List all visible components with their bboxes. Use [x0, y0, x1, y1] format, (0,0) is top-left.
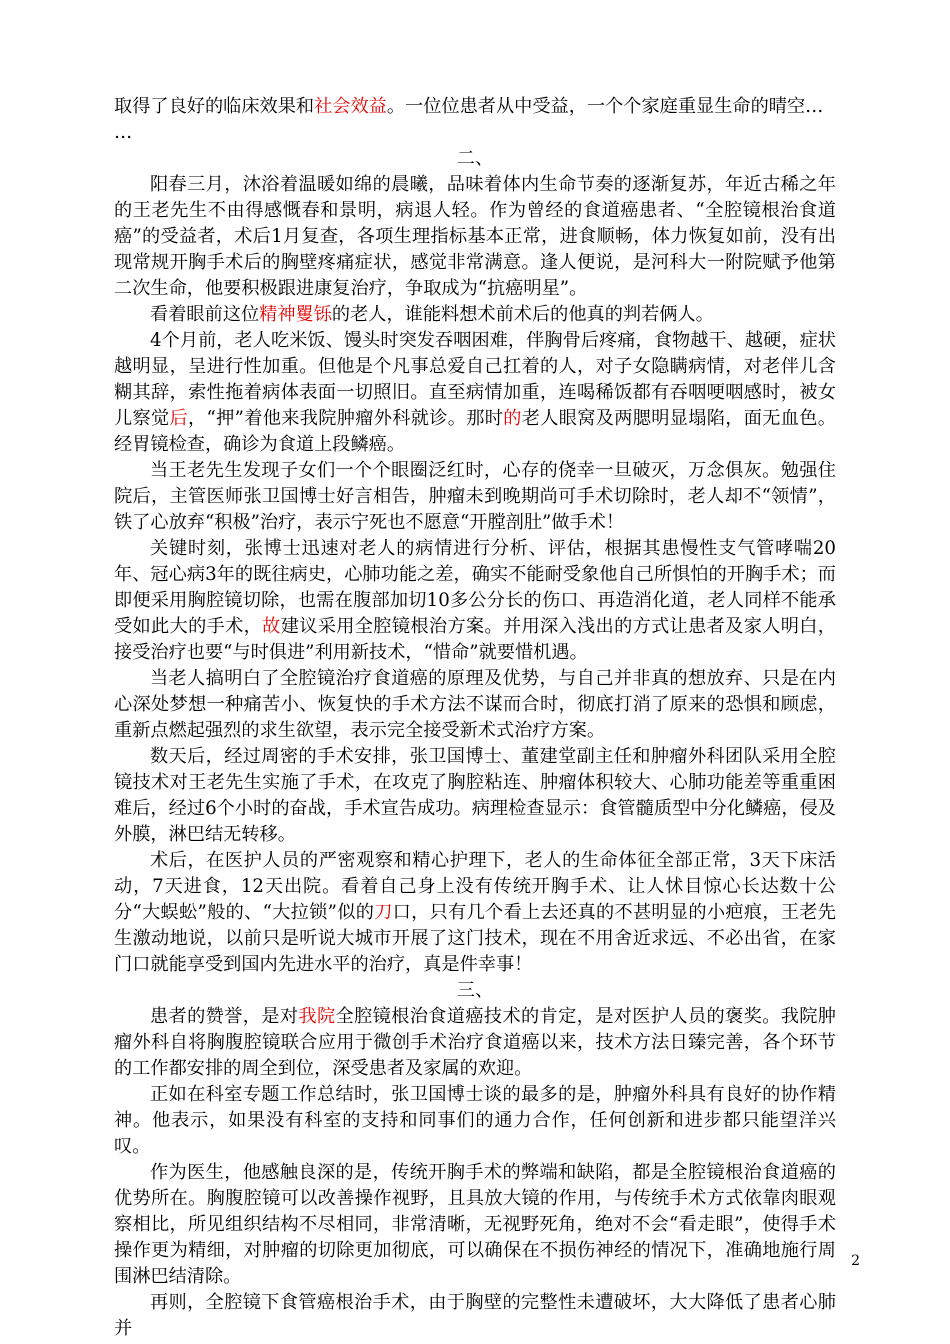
- paragraph: 关键时刻，张博士迅速对老人的病情进行分析、评估，根据其患慢性支气管哮喘20年、冠心病3年的既往病史，心肺功能之差，确实不能耐受象他自己所惧怕的开胸手术；而即便采用胸腔镜切除，也需在腹部加切10多公分长的伤口、再造消化道，老人同样不能承受如此大的手术，故建议采用全腔镜根治方案。并用深入浅出的方式让患者及家人明白，接受治疗也要“与时俱进”利用新技术，“惜命”就要惜机遇。: [114, 538, 836, 663]
- section-heading-3: 三、: [456, 980, 494, 1001]
- paragraph: 数天后，经过周密的手术安排，张卫国博士、董建堂副主任和肿瘤外科团队采用全腔镜技术对王老先生实施了手术，在攻克了胸腔粘连、肿瘤体积较大、心肺功能差等重重困难后，经过6个小时的奋战，手术宣告成功。病理检查显示：食管髓质型中分化鳞癌，侵及外膜，淋巴结无转移。: [114, 746, 836, 845]
- paragraph: 术后，在医护人员的严密观察和精心护理下，老人的生命体征全部正常，3天下床活动，7天进食，12天出院。看着自己身上没有传统开胸手术、让人怵目惊心长达数十公分“大蜈蚣”般的、“大拉锁”似的刀口，只有几个看上去还真的不甚明显的小疤痕，王老先生激动地说，以前只是听说大城市开展了这门技术，现在不用舍近求远、不必出省，在家门口就能享受到国内先进水平的治疗，真是件幸事！: [114, 850, 836, 975]
- section-heading-2: 二、: [456, 148, 494, 169]
- paragraph: 当王老先生发现子女们一个个眼圈泛红时，心存的侥幸一旦破灭，万念俱灰。勉强住院后，主管医师张卫国博士好言相告，肿瘤未到晚期尚可手术切除时，老人却不“领情”，铁了心放弃“积极”治疗，表示宁死也不愿意“开膛剖肚”做手术！: [114, 460, 836, 533]
- paragraph: 作为医生，他感触良深的是，传统开胸手术的弊端和缺陷，都是全腔镜根治食道癌的优势所在。胸腹腔镜可以改善操作视野，且具放大镜的作用，与传统手术方式依靠肉眼观察相比，所见组织结构不尽相同，非常清晰，无视野死角，绝对不会“看走眼”，使得手术操作更为精细，对肿瘤的切除更加彻底，可以确保在不损伤神经的情况下，准确地施行周围淋巴结清除。: [114, 1162, 836, 1287]
- paragraph: 4个月前，老人吃米饭、馒头时突发吞咽困难，伴胸骨后疼痛，食物越干、越硬，症状越明显，呈进行性加重。但他是个凡事总爱自己扛着的人，对子女隐瞒病情，对老伴儿含糊其辞，索性拖着病体表面一切照旧。直至病情加重，连喝稀饭都有吞咽哽咽感时，被女儿察觉后，“押”着他来我院肿瘤外科就诊。那时的老人眼窝及两腮明显塌陷，面无血色。经胃镜检查，确诊为食道上段鳞癌。: [114, 330, 836, 455]
- highlight-text: 精神矍铄: [259, 304, 332, 325]
- highlight-text: 刀: [374, 902, 393, 923]
- ellipsis-line: …: [114, 122, 133, 143]
- highlight-text: 社会效益: [314, 96, 387, 117]
- paragraph: 当老人搞明白了全腔镜治疗食道癌的原理及优势，与自己并非真的想放弃、只是在内心深处梦想一种痛苦小、恢复快的手术方法不谋而合时，彻底打消了原来的恐惧和顾虑，重新点燃起强烈的求生欲望，表示完全接受新术式治疗方案。: [114, 668, 836, 741]
- paragraph: 正如在科室专题工作总结时，张卫国博士谈的最多的是，肿瘤外科具有良好的协作精神。他表示，如果没有科室的支持和同事们的通力合作，任何创新和进步都只能望洋兴叹。: [114, 1084, 836, 1157]
- body-text: [114, 94, 836, 1342]
- paragraph: 患者的赞誉，是对我院全腔镜根治食道癌技术的肯定，是对医护人员的褒奖。我院肿瘤外科自将胸腹腔镜联合应用于微创手术治疗食道癌以来，技术方法日臻完善，各个环节的工作都安排的周全到位，深受患者及家属的欢迎。: [114, 1006, 836, 1079]
- paragraph: 阳春三月，沐浴着温暖如绵的晨曦，品味着体内生命节奏的逐渐复苏，年近古稀之年的王老先生不由得感慨春和景明，病退人轻。作为曾经的食道癌患者、“全腔镜根治食道癌”的受益者，术后1月复查，各项生理指标基本正常，进食顺畅，体力恢复如前，没有出现常规开胸手术后的胸壁疼痛症状，感觉非常满意。逢人便说，是河科大一附院赋予他第二次生命，他要积极跟进康复治疗，争取成为“抗癌明星”。: [114, 174, 836, 299]
- page-number: 2: [851, 1253, 860, 1269]
- paragraph-continuation: 取得了良好的临床效果和社会效益。一位位患者从中受益，一个个家庭重显生命的晴空…: [114, 96, 824, 117]
- highlight-text: 后: [169, 408, 189, 429]
- highlight-text: 的: [503, 408, 522, 429]
- paragraph: 再则，全腔镜下食管癌根治手术，由于胸壁的完整性未遭破坏，大大降低了患者心肺并: [114, 1292, 836, 1339]
- paragraph: 看着眼前这位精神矍铄的老人，谁能料想术前术后的他真的判若俩人。: [150, 304, 714, 325]
- highlight-text: 我院: [298, 1006, 336, 1027]
- highlight-text: 故: [262, 616, 281, 637]
